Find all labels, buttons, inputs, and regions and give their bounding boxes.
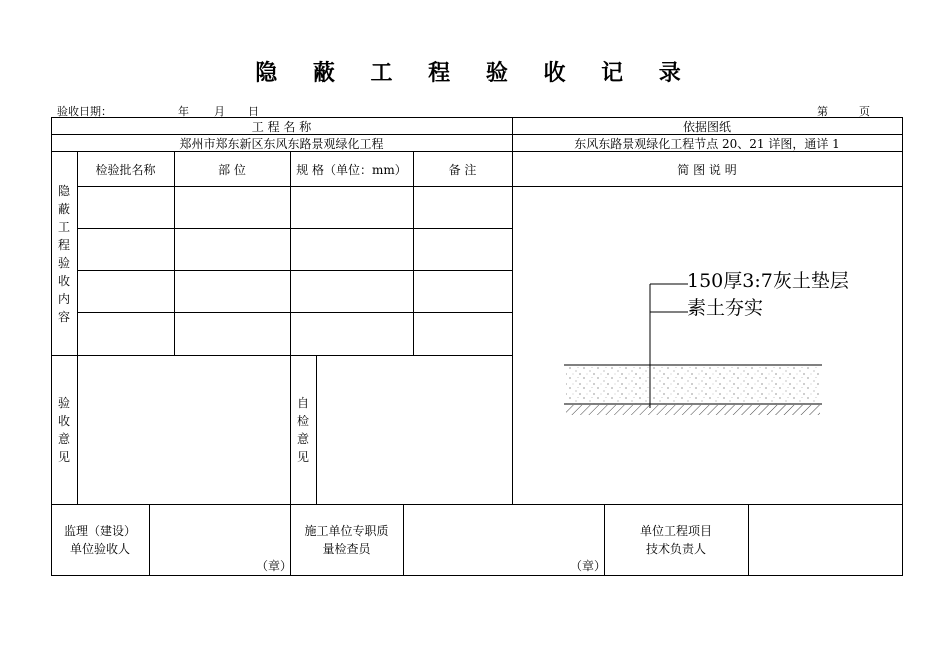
page-prefix: 第 [817,105,828,118]
inspector-label-line1: 施工单位专职质 [304,524,389,538]
drawing-header: 依据图纸 [682,120,731,134]
supervisor-seal: （章） [256,559,293,573]
page-suffix: 页 [859,105,870,118]
col-location: 部 位 [218,163,246,177]
tech-lead-label-line2: 技术负责人 [645,542,706,556]
project-name-value: 郑州市郑东新区东风东路景观绿化工程 [179,137,384,151]
page-title: 隐 蔽 工 程 验 收 记 录 [255,61,695,86]
col-spec: 规 格（单位：mm） [296,163,407,177]
cross-section-sketch [512,186,902,504]
month-label: 月 [214,105,225,118]
day-label: 日 [248,105,259,118]
sketch-label-compacted-soil: 素土夯实 [687,297,764,319]
supervisor-label-line2: 单位验收人 [69,542,130,556]
inspector-seal: （章） [570,559,607,573]
sketch-label-lime-soil: 150厚3:7灰土垫层 [687,270,849,292]
project-name-header: 工 程 名 称 [251,120,312,134]
year-label: 年 [178,105,189,118]
inspection-date-label: 验收日期： [57,105,112,118]
supervisor-label-line1: 监理（建设） [63,524,136,538]
hidden-works-content-label: 隐蔽工程验收内容 [57,184,70,324]
acceptance-opinion-label: 验收意见 [57,396,70,464]
inspector-label-line2: 量检查员 [322,542,371,556]
col-batch-name: 检验批名称 [95,163,156,177]
lime-soil-layer [564,365,822,404]
drawing-value: 东风东路景观绿化工程节点 20、21 详图，通详 1 [574,137,840,151]
col-sketch: 简 图 说 明 [677,163,737,177]
self-check-opinion-label: 自检意见 [296,396,309,464]
compacted-soil-layer [566,405,820,415]
col-remark: 备 注 [448,163,477,177]
tech-lead-label-line1: 单位工程项目 [639,524,712,538]
